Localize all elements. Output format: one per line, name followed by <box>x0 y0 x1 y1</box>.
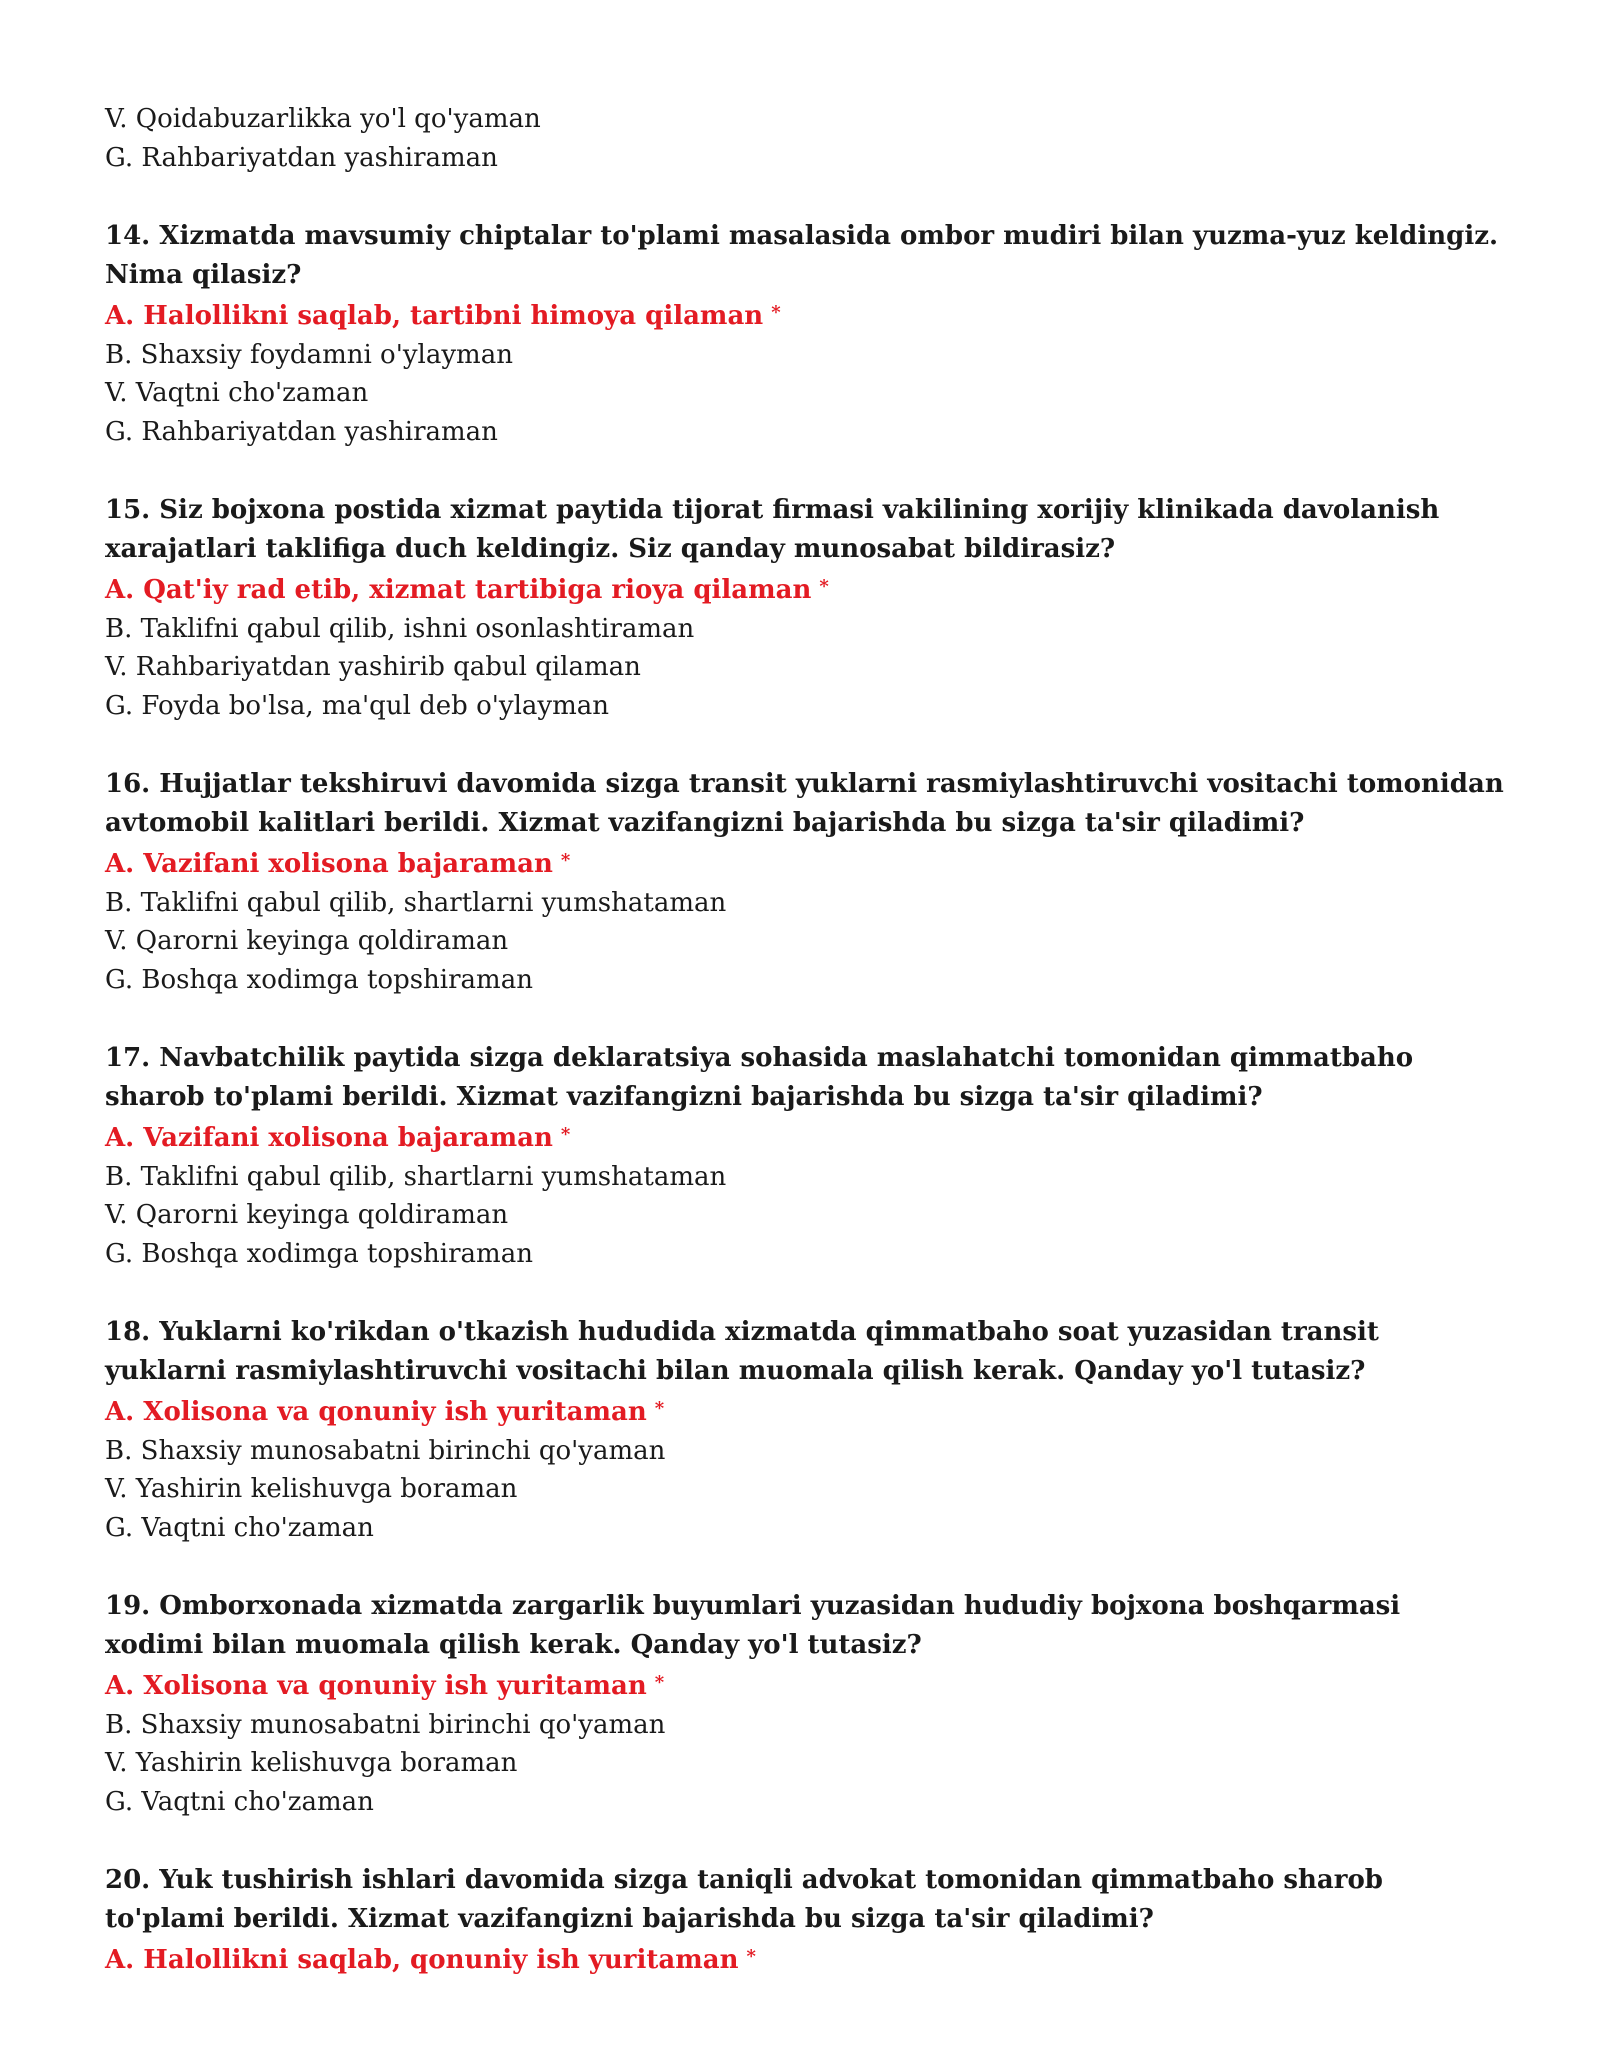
option-line: G. Vaqtni cho'zaman <box>105 1512 374 1543</box>
option-line: G. Boshqa xodimga topshiraman <box>105 1238 533 1269</box>
leading-options <box>105 100 1505 177</box>
question-block-17 <box>105 1039 1505 1273</box>
question-text: 20. Yuk tushirish ishlari davomida sizga taniqli advokat tomonidan qimmatbaho sharob to'plami berildi. Xizmat vazifangizni bajarishda bu sizga ta'sir qiladimi? <box>105 1865 1383 1934</box>
correct-mark: * <box>560 1124 571 1145</box>
option-line: B. Shaxsiy munosabatni birinchi qo'yaman <box>105 1709 666 1740</box>
option-line: V. Qarorni keyinga qoldiraman <box>105 926 509 956</box>
correct-answer-text: A. Halollikni saqlab, tartibni himoya qilaman <box>105 301 764 331</box>
option-line: V. Yashirin kelishuvga boraman <box>105 1748 518 1778</box>
correct-mark: * <box>819 576 829 597</box>
option-line: V. Qarorni keyinga qoldiraman <box>105 1200 509 1230</box>
correct-answer <box>105 1390 1505 1432</box>
question-block-19 <box>105 1587 1505 1821</box>
correct-answer <box>105 294 1505 336</box>
option-line: B. Taklifni qabul qilib, shartlarni yumshataman <box>105 887 727 918</box>
correct-answer-text: A. Xolisona va qonuniy ish yuritaman <box>105 1397 647 1427</box>
option-line: G. Vaqtni cho'zaman <box>105 1786 374 1817</box>
correct-answer <box>105 1938 1505 1980</box>
correct-answer-text: A. Halollikni saqlab, qonuniy ish yuritaman <box>105 1945 739 1975</box>
correct-answer-text: A. Vazifani xolisona bajaraman <box>105 849 553 879</box>
correct-answer-text: A. Xolisona va qonuniy ish yuritaman <box>105 1671 647 1701</box>
question-text: 18. Yuklarni ko'rikdan o'tkazish hududida xizmatda qimmatbaho soat yuzasidan transit yuklarni rasmiylashtiruvchi vositachi bilan muomala qilish kerak. Qanday yo'l tutasiz? <box>105 1317 1379 1386</box>
question-block-15 <box>105 491 1505 725</box>
correct-answer-text: A. Qat'iy rad etib, xizmat tartibiga rioya qilaman <box>105 575 812 605</box>
correct-answer-text: A. Vazifani xolisona bajaraman <box>105 1123 553 1153</box>
option-line: B. Taklifni qabul qilib, ishni osonlashtiraman <box>105 613 695 644</box>
option-line: G. Rahbariyatdan yashiraman <box>105 416 498 447</box>
option-line: V. Vaqtni cho'zaman <box>105 378 369 408</box>
question-block-20 <box>105 1861 1505 1980</box>
option-line: G. Foyda bo'lsa, ma'qul deb o'ylayman <box>105 690 609 721</box>
question-text: 19. Omborxonada xizmatda zargarlik buyumlari yuzasidan hududiy bojxona boshqarmasi xodimi bilan muomala qilish kerak. Qanday yo'l tutasiz? <box>105 1591 1401 1660</box>
option-line: B. Shaxsiy munosabatni birinchi qo'yaman <box>105 1435 666 1466</box>
option-line: V. Rahbariyatdan yashirib qabul qilaman <box>105 652 641 682</box>
option-line: V. Yashirin kelishuvga boraman <box>105 1474 518 1504</box>
correct-mark: * <box>654 1672 665 1693</box>
question-text: 17. Navbatchilik paytida sizga deklaratsiya sohasida maslahatchi tomonidan qimmatbaho sharob to'plami berildi. Xizmat vazifangizni bajarishda bu sizga ta'sir qiladimi? <box>105 1043 1414 1112</box>
correct-mark: * <box>560 850 571 871</box>
option-line: B. Taklifni qabul qilib, shartlarni yumshataman <box>105 1161 727 1192</box>
correct-answer <box>105 1664 1505 1706</box>
question-block-18 <box>105 1313 1505 1547</box>
question-text: 15. Siz bojxona postida xizmat paytida tijorat firmasi vakilining xorijiy klinikada davolanish xarajatlari taklifiga duch keldingiz. Siz qanday munosabat bildirasiz? <box>105 495 1440 564</box>
correct-answer <box>105 1116 1505 1158</box>
question-text: 14. Xizmatda mavsumiy chiptalar to'plami masalasida ombor mudiri bilan yuzma-yuz keldingiz. Nima qilasiz? <box>105 221 1499 290</box>
correct-mark: * <box>771 302 781 323</box>
question-block-14 <box>105 217 1505 451</box>
option-line: G. Boshqa xodimga topshiraman <box>105 964 533 995</box>
correct-mark: * <box>654 1398 665 1419</box>
correct-answer <box>105 842 1505 884</box>
option-line: B. Shaxsiy foydamni o'ylayman <box>105 339 513 370</box>
option-line: V. Qoidabuzarlikka yo'l qo'yaman <box>105 104 541 134</box>
question-block-16 <box>105 765 1505 999</box>
document-page <box>105 100 1505 1980</box>
correct-answer <box>105 568 1505 610</box>
correct-mark: * <box>746 1946 756 1967</box>
question-text: 16. Hujjatlar tekshiruvi davomida sizga transit yuklarni rasmiylashtiruvchi vositachi tomonidan avtomobil kalitlari berildi. Xizmat vazifangizni bajarishda bu sizga ta'sir qiladimi? <box>105 769 1504 838</box>
option-line: G. Rahbariyatdan yashiraman <box>105 142 498 173</box>
